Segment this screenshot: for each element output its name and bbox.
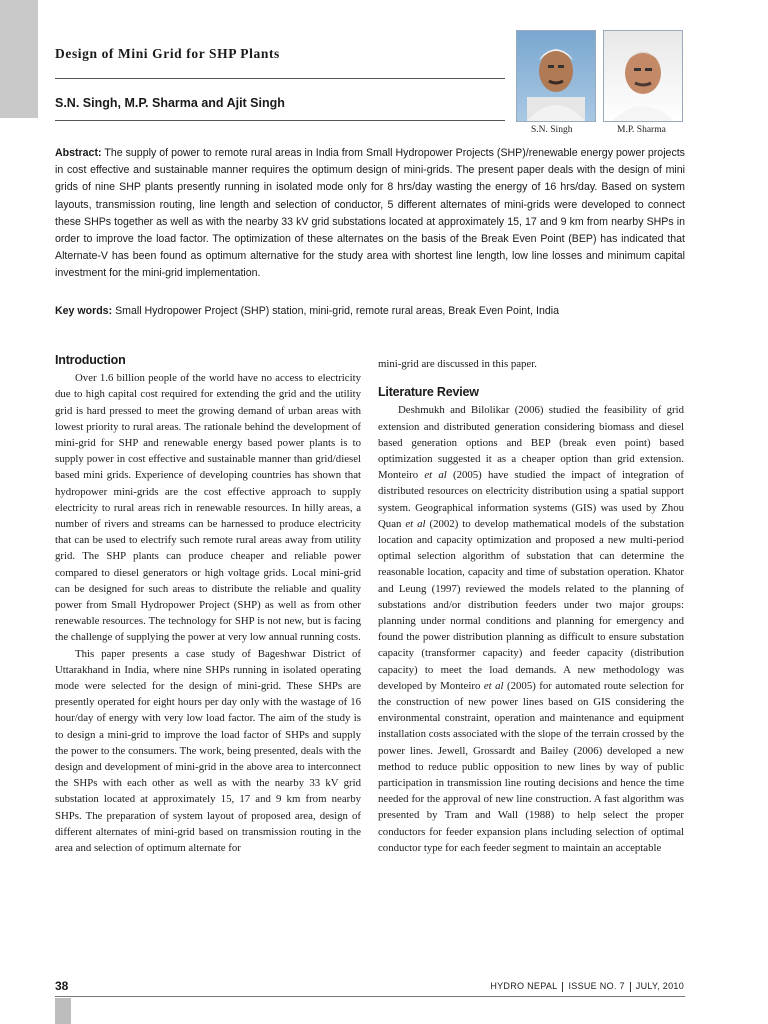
right-column: [378, 356, 684, 856]
literature-etal-2: et al: [405, 517, 426, 530]
page-title: Design of Mini Grid for SHP Plants: [55, 46, 280, 61]
abstract: [55, 145, 685, 283]
author-divider: [55, 120, 505, 121]
introduction-heading: Introduction: [55, 353, 126, 367]
footer-divider: [55, 996, 685, 997]
footer-separator: [562, 982, 563, 992]
literature-text-part-a: Deshmukh and Bilolikar (2006) studied the feasibility of grid extension and distributed generation considering biomass and diesel based generation options and BEP (break even point) based optimization suggested it as a cheaper option than grid extension. Monteiro: [378, 404, 684, 482]
author-list: S.N. Singh, M.P. Sharma and Ajit Singh: [55, 96, 285, 110]
decorative-side-bar-top: [0, 0, 38, 118]
keywords-label: Key words:: [55, 305, 113, 317]
literature-text-part-b: (2005) have studied the impact of integration of distributed resources on electricity distribution using a spatial support system. Geographical information systems (GIS) was used by Zhou Quan: [378, 469, 685, 530]
keywords-text: Small Hydropower Project (SHP) station, mini-grid, remote rural areas, Break Even Point, India: [115, 305, 559, 317]
journal-name: HYDRO NEPAL: [490, 981, 558, 991]
literature-etal-3: et al: [483, 679, 504, 692]
page-number: 38: [55, 979, 69, 993]
introduction-paragraph-1: Over 1.6 billion people of the world have no access to electricity due to high capital cost required for extending the grid and the utility grid is hard pressed to meet the growing demand of urban areas with lowest priority to rural areas. The rationale behind the development of mini-grid for SHP and renewable energy based power plants is to supply power in cost effective and sustainable manner than grid/diesel based mini grids. Experience of developing countries has shown that hydropower mini-grids are the cost effective approach to supply electricity to rural areas rich in renewable resources. In hilly areas, a number of rivers and streams can be harnessed to produce electricity that can be used to electrify such remote rural areas away from utility grid. The SHP plants can produce cheaper and reliable power compared to diesel generators or high voltage grids. Local mini-grid can be designed for such areas to distribute the reliable and quality power from Small Hydropower Project (SHP) as well as from other renewable resources. The technology for SHP is not new, but is facing the challenge of supplying the power at very low annual running costs.: [55, 372, 361, 644]
literature-text-part-c: (2002) to develop mathematical models of the substation location and capacity optimization and proposed a new multi-period optimal selection algorithm of substation that can determine the reasonable location, capacity and time of substation operation. Khator and Leung (1997) reviewed the models related to the planning of substations and/or distribution feeders under two major groups: planning under normal conditions and planning for emergency and found the power distribution planning as difficult to ensure substation capacity (transformer capacity) and feeder capacity (distribution capacity) to meet the load demands. A new methodology was developed by Monteiro: [378, 517, 684, 692]
abstract-label: Abstract:: [55, 147, 102, 159]
introduction-continuation: mini-grid are discussed in this paper.: [378, 358, 537, 370]
literature-review-heading: Literature Review: [378, 385, 479, 400]
introduction-paragraph-2: This paper presents a case study of Bageshwar District of Uttarakhand in India, where nine SHPs running in isolated operating mode were selected for the design of mini-grid. These SHPs are presently operated for eight hours per day only with the wastage of 16 hour/day of energy with very low load factor. The aim of the study is to design a mini-grid to improve the load factor of SHPs and supply the power to the consumers. The work, being presented, deals with the design and development of mini-grid in the above area to interconnect the SHPs with each other as well as with the nearby 33 kV grid substation located at approximately 15, 17 and 9 km from nearby SHPs. The preparation of system layout of proposed area, design of different alternates of mini-grid based on transmission routing in the area and selection of optimum alternate for: [55, 647, 361, 855]
photo-caption-sharma: M.P. Sharma: [617, 125, 666, 135]
title-divider: [55, 78, 505, 79]
left-column: [55, 352, 361, 856]
decorative-side-bar-bottom: [55, 998, 71, 1024]
person-portrait-icon: [604, 31, 682, 121]
journal-info: [490, 981, 684, 992]
keywords: [55, 305, 695, 317]
author-photo-singh: [516, 30, 596, 122]
literature-review-paragraph: [378, 402, 684, 856]
person-portrait-icon: [517, 31, 595, 121]
literature-etal-1: et al: [424, 469, 447, 482]
footer-separator: [630, 982, 631, 992]
literature-text-part-d: (2005) for automated route selection for the construction of new power lines based on GIS considering the environmental constraint, operation and maintenance and equipment installation costs associated with the slope of the terrain crossed by the power lines. Jewell, Grossardt and Bailey (2006) developed a new method to reduce public opposition to new lines by way of public participation in transmission line routing decisions and hence the time needed for the approval of new line construction. A fast algorithm was presented by Tram and Wall (1988) to help select the proper conductors for feeder expansion plans including selection of optimal conductor type for each feeder segment to maintain an acceptable: [378, 679, 684, 854]
section-gap: [378, 372, 684, 384]
journal-issue: ISSUE NO. 7: [568, 981, 625, 991]
abstract-text: The supply of power to remote rural areas in India from Small Hydropower Projects (SHP)/renewable energy power projects in cost effective and sustainable manner requires the optimum design of mini-grids. The present paper deals with the design of mini grids of nine SHP plants presently running in isolated mode only for 8 hrs/day wasting the energy of 16 hrs/day. Based on system layouts, transmission routing, line length and selection of conductor, 5 different alternates of mini-grids were developed to connect these SHPs together as well as with the nearby 33 kV grid substations located at approximately 15, 17 and 9 km from nearby SHPs in order to improve the load factor. The optimization of these alternates on the basis of the Break Even Point (BEP) has indicated that Alternate-V has been found as optimum alternative for the study area with shortest line length, low line losses and minimum capital investment for the mini-grid implementation.: [55, 147, 685, 280]
author-photo-sharma: [603, 30, 683, 122]
journal-date: JULY, 2010: [635, 981, 684, 991]
photo-caption-singh: S.N. Singh: [531, 125, 573, 135]
